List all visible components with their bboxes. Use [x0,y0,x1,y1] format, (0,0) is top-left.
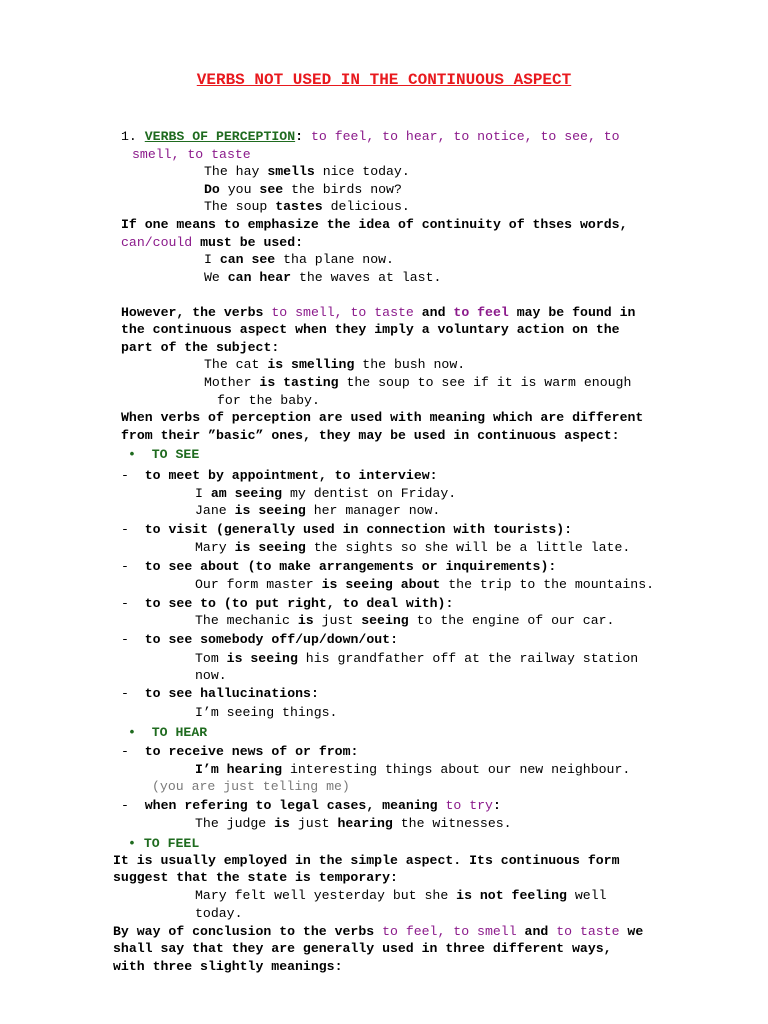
section-number: 1. [121,129,137,144]
example-line: I am seeing my dentist on Friday. [195,486,457,501]
section-heading: VERBS OF PERCEPTION [144,129,296,144]
example-line: Our form master is seeing about the trip to the mountains. [195,577,655,592]
paragraph-line: suggest that the state is temporary: [113,870,398,885]
example-line: The hay smells nice today. [204,164,410,179]
example-line: I can see tha plane now. [204,252,394,267]
example-line: Tom is seeing his grandfather off at the railway station [195,651,639,666]
note-line: If one means to emphasize the idea of continuity of thses words, [121,217,628,232]
meaning-line: - to see to (to put right, to deal with): [121,596,454,611]
example-line: The mechanic is just seeing to the engine of our car. [195,613,615,628]
perception-verbs-cont: smell, to taste [132,147,251,162]
meaning-line: - to see hallucinations: [121,686,319,701]
example-note: (you are just telling me) [152,779,350,794]
example-line: We can hear the waves at last. [204,270,442,285]
meaning-line: - to receive news of or from: [121,744,359,759]
meaning-line: - to see somebody off/up/down/out: [121,632,398,647]
meaning-line: - when refering to legal cases, meaning to try: [121,798,501,813]
paragraph-line: with three slightly meanings: [113,959,343,974]
section-1-heading-line [121,129,620,145]
bullet-icon: • [128,447,136,462]
bullet-icon: • [128,725,136,740]
subheading-to-see: • TO SEE [128,447,200,462]
subheading-to-feel: • TO FEEL [128,836,200,851]
example-line: Mary is seeing the sights so she will be a little late. [195,540,631,555]
paragraph-line: By way of conclusion to the verbs to feel, to smell and to taste we [113,924,644,939]
example-line: today. [195,906,243,921]
paragraph-line: from their ”basic” ones, they may be used in continuous aspect: [121,428,620,443]
meaning-line: - to meet by appointment, to interview: [121,468,438,483]
example-line: The judge is just hearing the witnesses. [195,816,512,831]
example-line: Mother is tasting the soup to see if it is warm enough [204,375,632,390]
paragraph-line: However, the verbs to smell, to taste and to feel may be found in [121,305,636,320]
heading-colon: : [295,129,304,144]
example-line: now. [195,668,227,683]
paragraph-line: the continuous aspect when they imply a voluntary action on the [121,322,620,337]
meaning-line: - to see about (to make arrangements or inquirements): [121,559,557,574]
paragraph-line: It is usually employed in the simple aspect. Its continuous form [113,853,620,868]
paragraph-line: When verbs of perception are used with meaning which are different [121,410,644,425]
example-line: for the baby. [217,393,320,408]
perception-verbs: to feel, to hear, to notice, to see, to [303,129,620,144]
subheading-to-hear: • TO HEAR [128,725,208,740]
bullet-icon: • [128,836,136,851]
meaning-line: - to visit (generally used in connection with tourists): [121,522,573,537]
example-line: The soup tastes delicious. [204,199,410,214]
example-line: Do you see the birds now? [204,182,402,197]
example-line: I’m hearing interesting things about our new neighbour. [195,762,631,777]
example-line: Mary felt well yesterday but she is not feeling well [195,888,607,903]
note-line: can/could must be used: [121,235,304,250]
paragraph-line: shall say that they are generally used in three different ways, [113,941,612,956]
paragraph-line: part of the subject: [121,340,280,355]
example-line: Jane is seeing her manager now. [195,503,441,518]
page-title: VERBS NOT USED IN THE CONTINUOUS ASPECT [196,71,572,89]
example-line: I’m seeing things. [195,705,338,720]
example-line: The cat is smelling the bush now. [204,357,466,372]
